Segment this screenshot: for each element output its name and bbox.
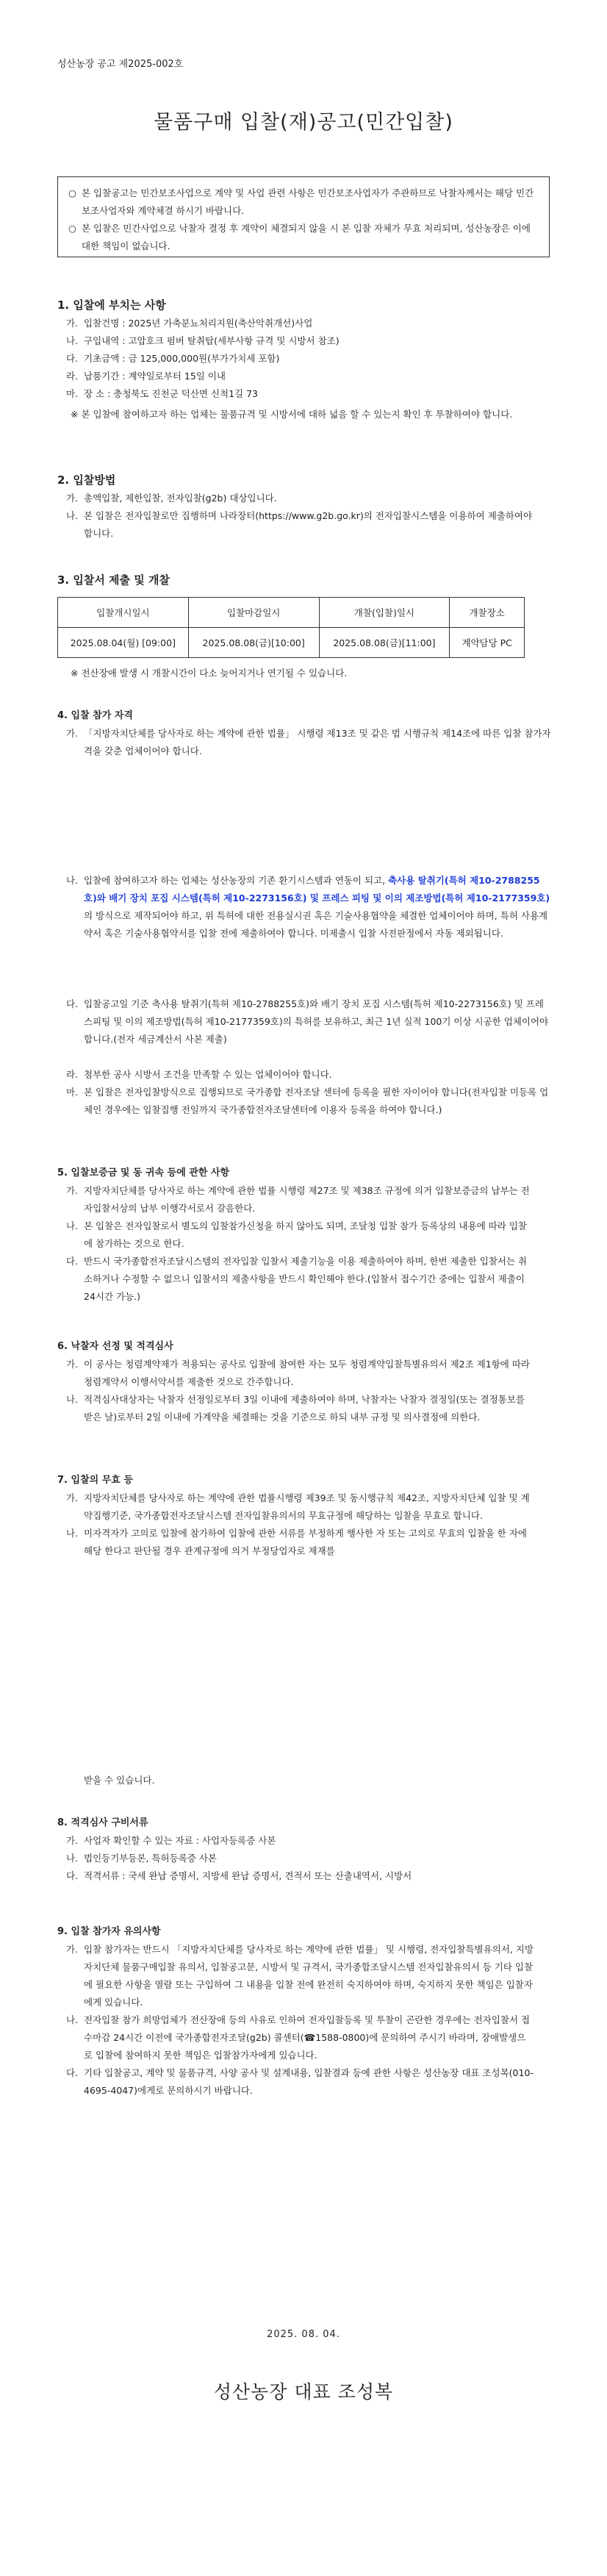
list-item: 나. 본 입찰은 전자입찰로서 별도의 입찰참가신청을 하지 않아도 되며, 조달청 입찰 참가 등록상의 내용에 따라 입찰에 참가하는 것으로 한다. (66, 1220, 527, 1249)
section-title: 4. 입찰 참가 자격 (57, 710, 133, 721)
bid-schedule-table (57, 597, 525, 658)
section-3-note: ※ 전산장애 발생 시 개찰시간이 다소 늦어지거나 연기될 수 있습니다. (71, 668, 348, 679)
section-title: 8. 적격심사 구비서류 (57, 1817, 148, 1828)
section-7-list (66, 1489, 534, 1560)
list-item: 가. 「지방자치단체를 당사자로 하는 계약에 관한 법률」 시행령 제13조 및 같은 법 시행규칙 제14조에 따른 입찰 참가자격을 갖춘 업체이어야 합니다. (66, 728, 551, 756)
list-item: 다. 반드시 국가종합전자조달시스템의 전자입찰 입찰서 제출기능을 이용 제출하여야 하며, 한번 제출한 입찰서는 취소하거나 수정할 수 없으니 입찰서의 제출사항을 반드시 확인해야 한다.(입찰서 접수기간 중에는 입찰서 제출이 24시간 가능.) (66, 1256, 528, 1302)
table-header: 입찰마감일시 (188, 598, 319, 628)
notice-text: 본 입찰은 민간사업으로 낙찰자 결정 후 계약이 체결되지 않을 시 본 입찰 자체가 무효 처리되며, 성산농장은 이에 대한 책임이 없습니다. (82, 223, 531, 251)
list-item: 가. 지방자치단체를 당사자로 하는 계약에 관한 법률 시행령 제27조 및 제38조 규정에 의거 입찰보증금의 납부는 전자입찰서상의 납부 이행각서로서 갈음한다. (66, 1185, 530, 1214)
list-item: 나. 본 입찰은 전자입찰로만 집행하며 나라장터(https://www.g2b.go.kr)의 전자입찰시스템을 이용하여 제출하여야 합니다. (66, 510, 533, 539)
list-item: 라. 납품기간 : 계약일로부터 15일 이내 (66, 371, 226, 382)
section-1-note: ※ 본 입찰에 참여하고자 하는 업체는 물품규격 및 시방서에 대하 넓음 할 수 있는지 확인 후 투찰하여야 합니다. (71, 409, 513, 420)
table-header: 개찰장소 (450, 598, 525, 628)
list-item: 다. 적격서류 : 국세 완납 증명서, 지방세 완납 증명서, 견적서 또는 산출내역서, 시방서 (66, 1870, 412, 1881)
list-item: 가. 총액입찰, 제한입찰, 전자입찰(g2b) 대상입니다. (66, 493, 277, 504)
table-cell: 2025.08.04(월) [09:00] (58, 628, 189, 658)
notice-date: 2025. 08. 04. (267, 2329, 340, 2340)
section-title: 1. 입찰에 부치는 사항 (57, 298, 166, 312)
table-cell: 2025.08.08(금)[11:00] (319, 628, 450, 658)
table-header-row (58, 598, 525, 628)
list-item: 나. 입찰에 참여하고자 하는 업체는 성산농장의 기존 환기시스템과 연동이 되고, 축사용 탈취기(특허 제10-2788255호)와 배기 장치 포집 시스템(특허 제10-2273156호) 및 프레스 피팅 및 이의 제조방법(특허 제10-2177359호)의 방식으로 제작되어야 하고, 위 특허에 대한 전용실시권 혹은 기술사용협약을 체결한 업체이어야 하며, 특허 사용계약서 혹은 기술사용협약서를 입찰 전에 제출하여야 합니다. 미제출시 입찰 사전판정에서 자동 제외됩니다. (66, 875, 550, 939)
list-item: 나. 법인등기부등본, 특허등록증 사본 (66, 1853, 217, 1864)
list-item: 나. 전자입찰 참가 희망업체가 전산장애 등의 사유로 인하여 전자입찰등록 및 투찰이 곤란한 경우에는 전자입찰서 접수마감 24시간 이전에 국가종합전자조달(g2b) 콜센터(☎1588-0800)에 문의하여 주시기 바라며, 장애발생으로 입찰에 참여하지 못한 책임은 입찰참가자에게 있습니다. (66, 2014, 531, 2061)
circle-bullet-icon: ○ (68, 187, 76, 198)
section-title: 3. 입찰서 제출 및 개찰 (57, 573, 170, 587)
notice-box (57, 176, 550, 257)
section-title: 7. 입찰의 무효 등 (57, 1475, 133, 1486)
asterisk-note-icon: ※ (71, 668, 79, 679)
table-row (58, 628, 525, 658)
list-item: 가. 사업자 확인할 수 있는 자료 : 사업자등록증 사본 (66, 1835, 276, 1846)
circle-bullet-icon: ○ (68, 223, 76, 234)
list-item: 가. 입찰 참가자는 반드시 「지방자치단체를 당사자로 하는 계약에 관한 법률」 및 시행령, 전자입찰특별유의서, 지방자치단체 물품구매입찰 유의서, 입찰공고문, 시방서 및 규격서, 국가종합조달시스템 전자입찰유의서 등 기타 입찰에 필요한 사항을 열람 또는 구입하여 그 내용을 입찰 전에 완전히 숙지하여야 하며, 숙지하지 못한 책임은 입찰자에게 있습니다. (66, 1944, 534, 2008)
list-item: 가. 이 공사는 청렴계약제가 적용되는 공사로 입찰에 참여한 자는 모두 청렴계약입찰특별유의서 제2조 제1항에 따라 청렴계약서 이행서약서를 제출한 것으로 간주합니다. (66, 1359, 530, 1387)
list-item: 가. 지방자치단체를 당사자로 하는 계약에 관한 법률시행령 제39조 및 동시행규칙 제42조, 지방자치단체 입찰 및 계약집행기준, 국가종합전자조달시스템 전자입찰유의서의 무효규정에 해당하는 입찰을 무효로 합니다. (66, 1492, 530, 1521)
list-item: 마. 본 입찰은 전자입찰방식으로 집행되므로 국가종합 전자조달 센터에 등록을 필한 자이어야 합니다(전자입찰 미등록 업체인 경우에는 입찰집행 전일까지 국가종합전자조달센터에 이용자 등록을 하여야 합니다.) (66, 1087, 549, 1115)
document-title: 물품구매 입찰(재)공고(민간입찰) (154, 111, 453, 134)
list-item: 가. 입찰건명 : 2025년 가축분뇨처리지원(축산악취개선)사업 (66, 318, 313, 329)
patent-highlight: 축사용 탈취기(특허 제10-2788255호)와 배기 장치 포집 시스템(특허 제10-2273156호) 및 프레스 피팅 및 이의 제조방법(특허 제10-2177359호) (84, 875, 550, 904)
table-header: 입찰개시일시 (58, 598, 189, 628)
section-title: 2. 입찰방법 (57, 473, 116, 487)
section-9-list (66, 1941, 534, 2100)
signature-line: 성산농장 대표 조성복 (213, 2381, 394, 2403)
section-title: 9. 입찰 참가자 유의사항 (57, 1926, 161, 1937)
list-item: 나. 미자격자가 고의로 입찰에 참가하여 입찰에 관한 서류를 부정하게 행사한 자 또는 고의로 무효의 입찰을 한 자에 해당 한다고 판단될 경우 관계규정에 의거 부정당업자로 제재를 (66, 1528, 527, 1556)
document-number: 성산농장 공고 제2025-002호 (57, 59, 184, 70)
section-8-list (66, 1832, 551, 1885)
section-5-list (66, 1182, 534, 1306)
list-item: 라. 첨부한 공사 시방서 조건을 만족할 수 있는 업체이어야 합니다. (66, 1069, 332, 1080)
section-6-list (66, 1356, 534, 1426)
list-item: 다. 기초금액 : 금 125,000,000원(부가가치세 포함) (66, 353, 280, 364)
table-cell: 계약담당 PC (450, 628, 525, 658)
list-item: 다. 기타 입찰공고, 계약 및 물품규격, 사양 공사 및 설계내용, 입찰결과 등에 관한 사항은 성산농장 대표 조성복(010-4695-4047)에게로 문의하시기 바랍니다. (66, 2067, 534, 2096)
section-2-list (66, 490, 534, 543)
list-item: 다. 입찰공고일 기준 축사용 탈취기(특허 제10-2788255호)와 배기 장치 포집 시스템(특허 제10-2273156호) 및 프레스피팅 및 이의 제조방법(특허 제10-2177359호)의 특허를 보유하고, 최근 1년 실적 100기 이상 시공한 업체이어야 합니다.(전자 세금계산서 사본 제출) (66, 998, 549, 1045)
list-item: 나. 구입내역 : 고압호크 펌버 탈취탑(세부사항 규격 및 시방서 참조) (66, 335, 340, 346)
section-title: 5. 입찰보증금 및 동 귀속 등에 관한 사항 (57, 1167, 230, 1178)
section-title: 6. 낙찰자 선정 및 적격심사 (57, 1341, 173, 1352)
table-header: 개찰(입찰)일시 (319, 598, 450, 628)
list-item: 나. 적격심사대상자는 낙찰자 선정일로부터 3일 이내에 제출하여야 하며, 낙찰자는 낙찰자 결정일(또는 결정통보를 받은 날)로부터 2일 이내에 가계약을 체결해는 것을 기준으로 하되 내부 규정 및 의사결정에 의한다. (66, 1394, 525, 1423)
section-1-list (66, 315, 544, 403)
table-cell: 2025.08.08(금)[10:00] (188, 628, 319, 658)
notice-item (68, 220, 539, 255)
notice-text: 본 입찰공고는 민간보조사업으로 계약 및 사업 관련 사항은 민간보조사업자가 주관하므로 낙찰자께서는 해당 민간보조사업자와 계약체결 하시기 바랍니다. (82, 187, 534, 216)
list-item: 마. 장 소 : 충청북도 진천군 덕산면 신척1길 73 (66, 388, 259, 399)
section-7-continuation: 받을 수 있습니다. (84, 1775, 155, 1786)
asterisk-note-icon: ※ (71, 409, 79, 420)
notice-item (68, 185, 539, 220)
